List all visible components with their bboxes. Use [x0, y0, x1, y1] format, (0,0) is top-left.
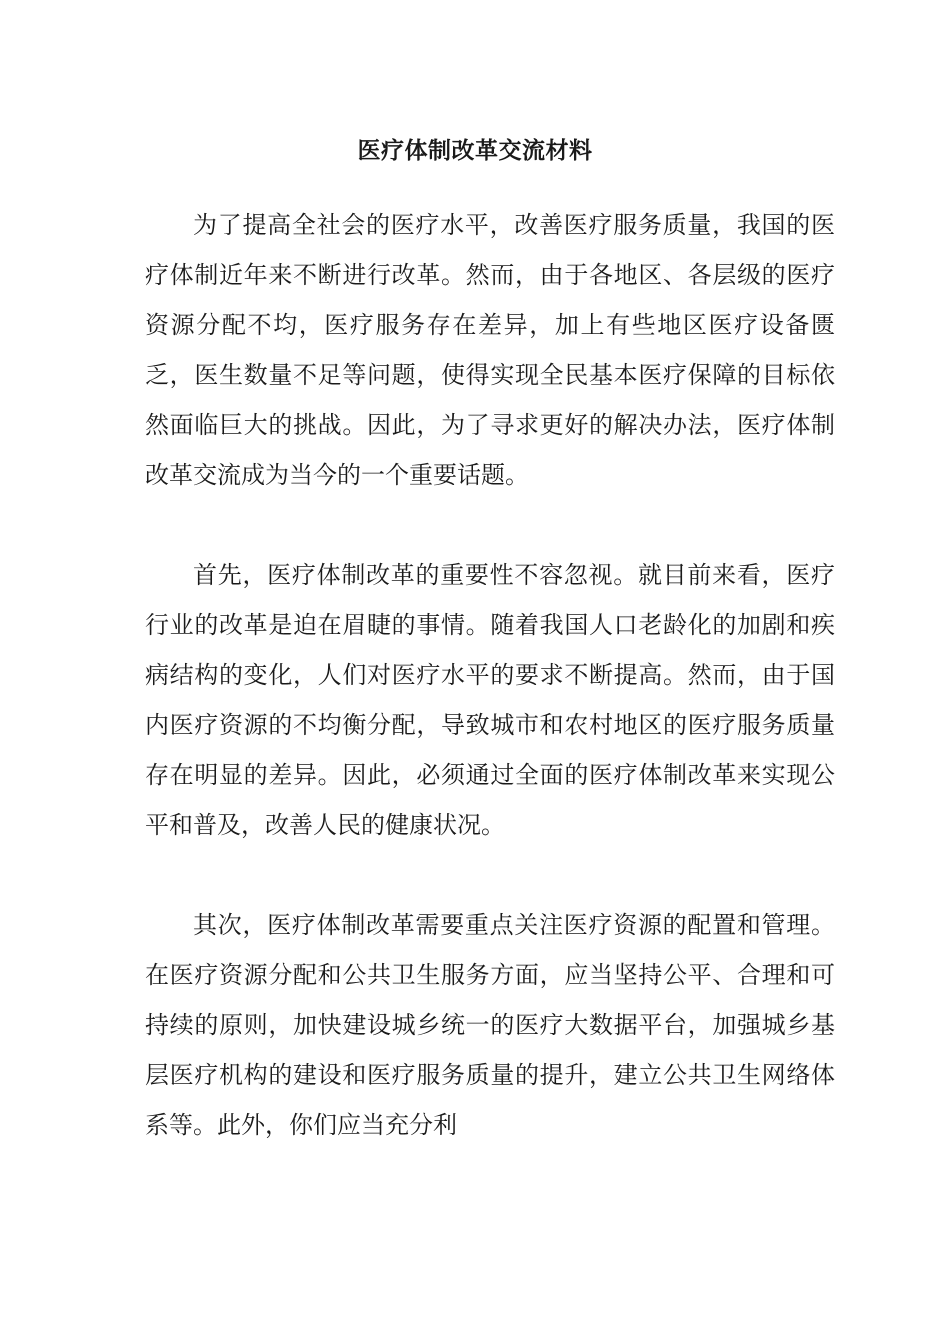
paragraph-1: 为了提高全社会的医疗水平，改善医疗服务质量，我国的医疗体制近年来不断进行改革。然而，由于各地区、各层级的医疗资源分配不均，医疗服务存在差异，加上有些地区医疗设备匮乏，医生数量不足等问题，使得实现全民基本医疗保障的目标依然面临巨大的挑战。因此，为了寻求更好的解决办法，医疗体制改革交流成为当今的一个重要话题。 [145, 211, 835, 489]
document-body [145, 200, 835, 1150]
paragraph-2: 首先，医疗体制改革的重要性不容忽视。就目前来看，医疗行业的改革是迫在眉睫的事情。随着我国人口老龄化的加剧和疾病结构的变化，人们对医疗水平的要求不断提高。然而，由于国内医疗资源的不均衡分配，导致城市和农村地区的医疗服务质量存在明显的差异。因此，必须通过全面的医疗体制改革来实现公平和普及，改善人民的健康状况。 [145, 561, 835, 839]
document-title: 医疗体制改革交流材料 [357, 138, 593, 164]
paragraph-3: 其次，医疗体制改革需要重点关注医疗资源的配置和管理。在医疗资源分配和公共卫生服务方面，应当坚持公平、合理和可持续的原则，加快建设城乡统一的医疗大数据平台，加强城乡基层医疗机构的建设和医疗服务质量的提升，建立公共卫生网络体系等。此外，你们应当充分利 [145, 911, 835, 1139]
